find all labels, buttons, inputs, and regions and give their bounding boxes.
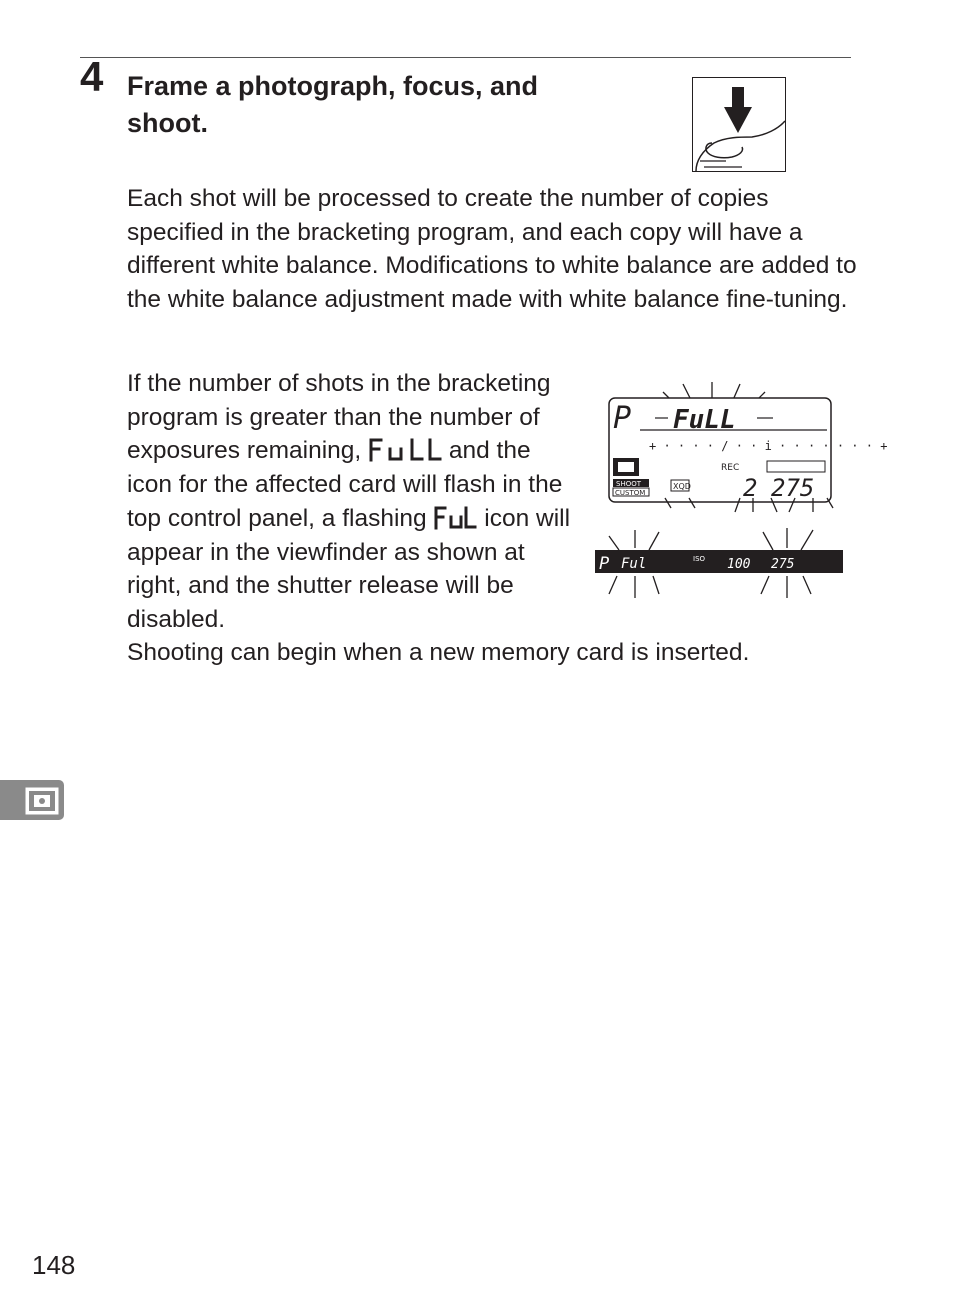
shooting-menu-tab <box>0 780 64 820</box>
flash-rays-viewfinder-bottom <box>609 576 811 598</box>
shutter-release-press-icon <box>692 77 786 172</box>
step-number: 4 <box>80 53 104 100</box>
panel-copies: 2 <box>743 474 758 502</box>
paragraph-new-card: Shooting can begin when a new memory card is inserted. <box>127 639 750 666</box>
viewfinder-full-indicator: Ful <box>621 556 647 572</box>
paragraph-full-warning <box>127 367 577 637</box>
viewfinder-mode: P <box>599 554 610 574</box>
viewfinder-iso-label: ISO <box>693 555 706 563</box>
flash-rays-viewfinder-top <box>609 528 813 550</box>
paragraph-full-warning-part1: If the number of shots in the bracketing program is greater than the number of exposures remaining, <box>127 370 551 465</box>
viewfinder-remaining: 275 <box>771 557 795 572</box>
full-segment-glyph <box>368 438 442 462</box>
header-rule <box>80 57 851 58</box>
paragraph-full-warning-part2: and the icon for the affected card will flash in the top control panel, a flashing <box>127 437 563 532</box>
ful-segment-glyph <box>433 506 477 530</box>
panel-card-label: XQD <box>673 482 691 491</box>
panel-custom-label: CUSTOM <box>615 489 646 497</box>
panel-remaining: 275 <box>771 474 815 502</box>
svg-text:+ · · · · / · · i · · · · · ·: + · · · · / · · i · · · · · · · + <box>649 439 888 453</box>
shooting-menu-tab-icon <box>0 780 64 820</box>
step-title: Frame a photograph, focus, and shoot. <box>127 71 539 138</box>
viewfinder-iso-value: 100 <box>727 557 751 572</box>
control-panel-illustration <box>595 378 888 600</box>
panel-mode: P <box>613 401 632 436</box>
panel-rec-label: REC <box>721 463 740 473</box>
paragraph-processing: Each shot will be processed to create the number of copies specified in the bracketing program, and each copy will have a different white balance. Modifications to white balance are added to the white balance adjustment made with white balance fine-tuning. <box>127 185 857 314</box>
panel-shoot-label: SHOOT <box>616 480 642 488</box>
paragraph-full-warning-part3: icon will appear in the viewfinder as shown at right, and the shutter release will be disabled. <box>127 504 571 633</box>
page-number: 148 <box>32 1250 76 1280</box>
panel-full-indicator: FuLL <box>673 405 736 435</box>
